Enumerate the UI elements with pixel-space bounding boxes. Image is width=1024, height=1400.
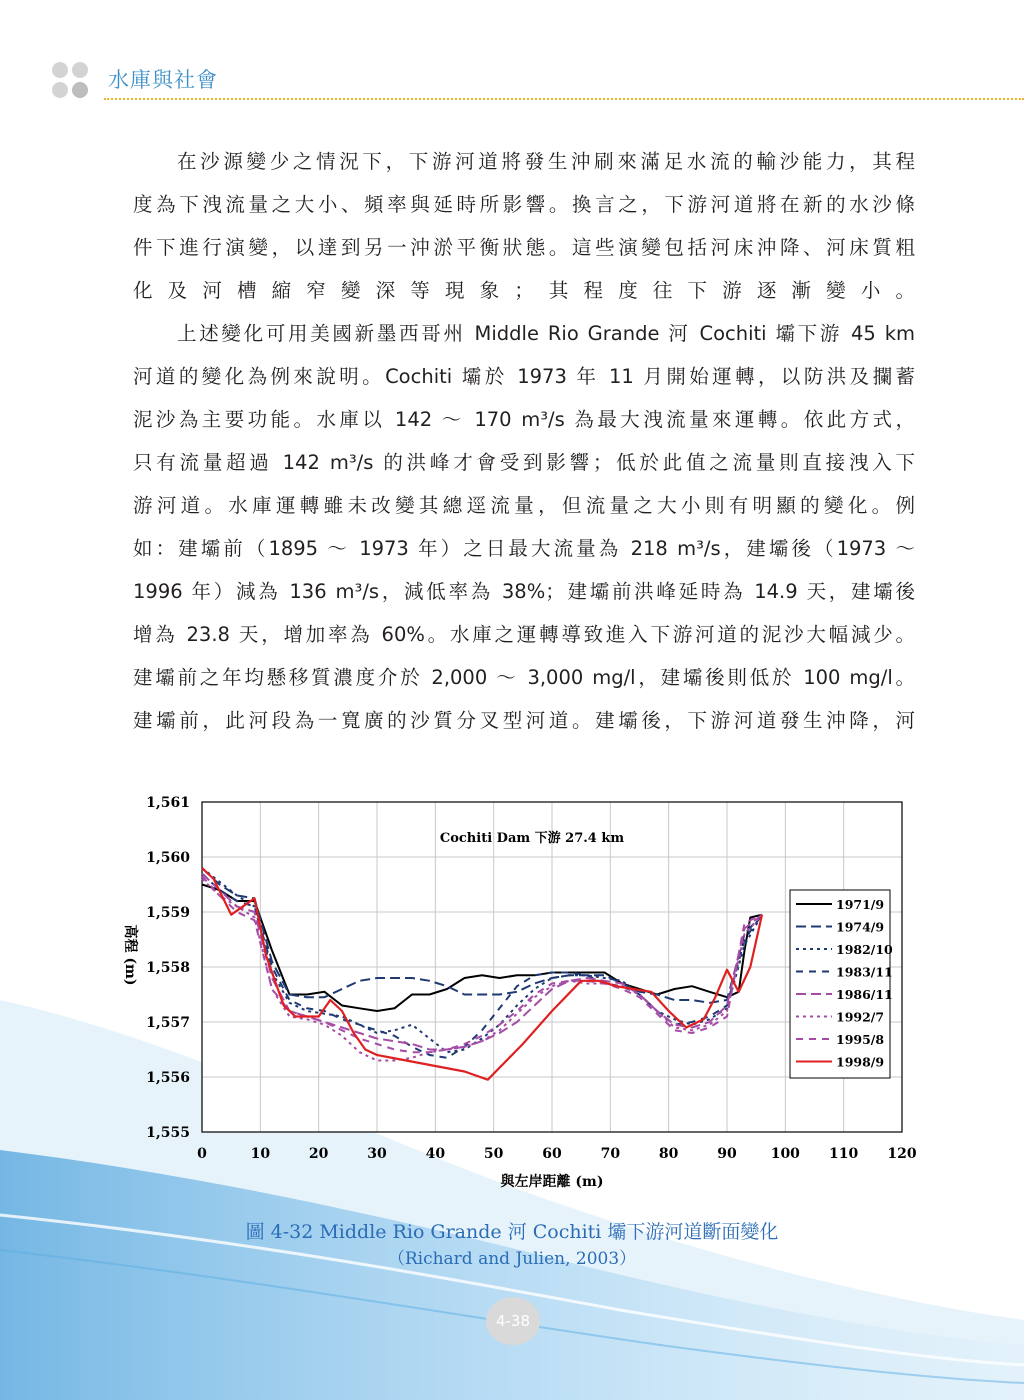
legend-label: 1971/9 [836, 897, 885, 912]
y-tick-label: 1,561 [146, 795, 190, 811]
text-line: 度為下洩流量之大小、頻率與延時所影響。換言之，下游河道將在新的水沙條 [133, 193, 915, 216]
body-text [133, 140, 915, 742]
x-tick-label: 50 [483, 1146, 504, 1162]
text-line: 泥沙為主要功能。水庫以 142 ～ 170 m³/s 為最大洩流量來運轉。依此方式， [133, 408, 915, 431]
text-line: 增為 23.8 天，增加率為 60%。水庫之運轉導致進入下游河道的泥沙大幅減少。 [133, 623, 915, 646]
y-tick-label: 1,555 [146, 1125, 190, 1141]
paragraph-2 [133, 312, 915, 742]
header-divider [104, 98, 1024, 100]
text-line: 件下進行演變，以達到另一沖淤平衡狀態。這些演變包括河床沖降、河床質粗 [133, 236, 915, 259]
y-tick-label: 1,556 [146, 1070, 190, 1086]
text-line: 游河道。水庫運轉雖未改變其總逕流量，但流量之大小則有明顯的變化。例 [133, 494, 915, 517]
legend-label: 1995/8 [836, 1032, 885, 1047]
text-line: 化及河槽縮窄變深等現象；其程度往下游逐漸變小。 [133, 279, 915, 302]
header-title: 水庫與社會 [108, 68, 218, 92]
legend-box [790, 890, 890, 1078]
y-axis-label: 高程 (m) [122, 924, 138, 986]
text-line: 建壩前，此河段為一寬廣的沙質分叉型河道。建壩後，下游河道發生沖降，河 [133, 709, 915, 732]
caption-title: 圖 4-32 Middle Rio Grande 河 Cochiti 壩下游河道斷面變化 [245, 1221, 779, 1243]
legend-label: 1986/11 [836, 987, 893, 1002]
legend-label: 1982/10 [836, 942, 893, 957]
x-axis-label: 與左岸距離 (m) [500, 1174, 604, 1190]
x-tick-label: 100 [770, 1146, 800, 1162]
y-tick-label: 1,557 [146, 1015, 190, 1031]
x-tick-label: 80 [658, 1146, 679, 1162]
text-line: 建壩前之年均懸移質濃度介於 2,000 ～ 3,000 mg/l，建壩後則低於 100 mg/l。 [133, 666, 916, 689]
x-tick-label: 90 [717, 1146, 737, 1162]
text-line: 河道的變化為例來說明。Cochiti 壩於 1973 年 11 月開始運轉，以防洪及攔蓄 [133, 365, 915, 388]
x-tick-label: 110 [829, 1146, 859, 1162]
x-tick-label: 70 [600, 1146, 621, 1162]
text-line: 上述變化可用美國新墨西哥州 Middle Rio Grande 河 Cochiti 壩下游 45 km [177, 322, 915, 345]
text-line: 如：建壩前（1895 ～ 1973 年）之日最大流量為 218 m³/s，建壩後（1973 ～ [133, 537, 915, 560]
x-tick-label: 40 [425, 1146, 446, 1162]
chart-title: Cochiti Dam 下游 27.4 km [439, 831, 625, 846]
text-line: 1996 年）減為 136 m³/s，減低率為 38%；建壩前洪峰延時為 14.9 天，建壩後 [133, 580, 915, 603]
y-tick-label: 1,559 [146, 905, 190, 921]
page-number: 4-38 [486, 1297, 540, 1345]
x-tick-label: 20 [308, 1146, 329, 1162]
legend-label: 1974/9 [836, 919, 885, 935]
text-line: 只有流量超過 142 m³/s 的洪峰才會受到影響；低於此值之流量則直接洩入下 [133, 451, 915, 474]
y-tick-label: 1,558 [146, 960, 190, 976]
cross-section-chart [100, 785, 930, 1210]
figure-caption [0, 1218, 1024, 1272]
x-tick-label: 0 [197, 1146, 207, 1162]
header-dots-icon [52, 62, 92, 102]
text-line: 在沙源變少之情況下，下游河道將發生沖刷來滿足水流的輸沙能力，其程 [177, 150, 915, 173]
y-tick-label: 1,560 [146, 850, 190, 866]
x-tick-label: 60 [542, 1146, 562, 1162]
legend-label: 1998/9 [836, 1054, 885, 1070]
x-tick-label: 30 [367, 1146, 387, 1162]
x-tick-label: 120 [887, 1146, 917, 1162]
x-tick-label: 10 [250, 1146, 271, 1162]
caption-source: （Richard and Julien, 2003） [387, 1249, 637, 1269]
legend [790, 890, 893, 1078]
paragraph-1 [133, 140, 915, 312]
legend-label: 1983/11 [836, 964, 893, 980]
page-header [52, 62, 1024, 102]
legend-label: 1992/7 [836, 1009, 885, 1025]
